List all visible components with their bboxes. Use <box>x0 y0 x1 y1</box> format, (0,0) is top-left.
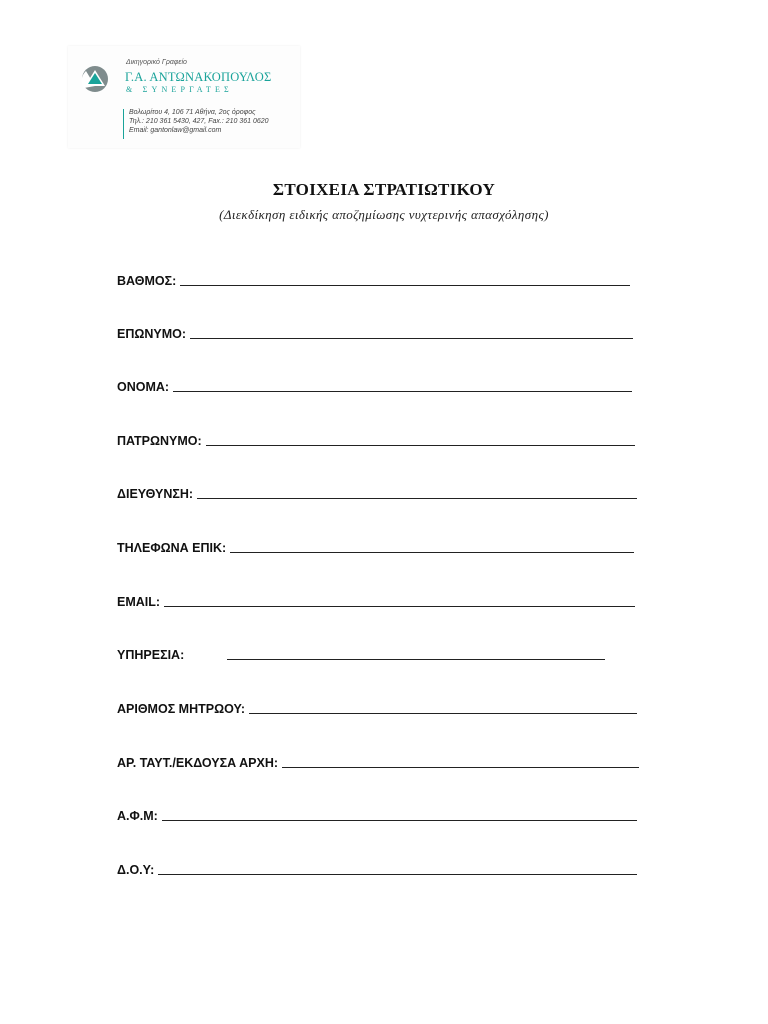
page-subtitle: (Διεκδίκηση ειδικής αποζημίωσης νυχτερινής απασχόλησης) <box>219 207 549 222</box>
letterhead-firm-name: Γ.Α. ΑΝΤΩΝΑΚΟΠΟΥΛΟΣ <box>125 70 272 84</box>
field-email <box>117 589 635 609</box>
field-blank-line[interactable] <box>197 484 637 499</box>
page-title: ΣΤΟΙΧΕΙΑ ΣΤΡΑΤΙΩΤΙΚΟΥ <box>272 180 496 199</box>
field-id-authority <box>117 750 639 770</box>
field-tax-office <box>117 857 637 877</box>
field-address <box>117 481 637 501</box>
field-rank <box>117 268 630 288</box>
field-tax-id <box>117 803 637 823</box>
field-label: ΕΠΩΝΥΜΟ: <box>117 327 187 341</box>
field-first-name <box>117 374 632 394</box>
field-blank-line[interactable] <box>206 431 635 446</box>
field-label: ΠΑΤΡΩΝΥΜΟ: <box>117 434 202 448</box>
field-blank-line[interactable] <box>158 860 637 875</box>
field-label: ΤΗΛΕΦΩΝΑ ΕΠΙΚ: <box>117 541 227 555</box>
field-blank-line[interactable] <box>227 645 605 660</box>
field-registry-number <box>117 696 637 716</box>
field-label: ΑΡ. ΤΑΥΤ./ΕΚΔΟΥΣΑ ΑΡΧΗ: <box>117 756 279 770</box>
field-blank-line[interactable] <box>164 592 635 607</box>
field-father-name <box>117 428 635 448</box>
field-blank-line[interactable] <box>190 324 633 339</box>
letterhead-address: Βολωρίτου 4, 106 71 Αθήνα, 2ος όροφος <box>129 109 256 116</box>
field-label: EMAIL: <box>117 595 161 609</box>
letterhead-phone: Τηλ.: 210 361 5430, 427, Fax.: 210 361 0620 <box>129 118 269 125</box>
letterhead-divider <box>123 109 124 139</box>
field-blank-line[interactable] <box>173 377 632 392</box>
letterhead-contact <box>129 108 269 135</box>
field-blank-line[interactable] <box>249 699 637 714</box>
field-surname <box>117 321 633 341</box>
field-label: Δ.Ο.Υ: <box>117 863 155 877</box>
field-label: ΑΡΙΘΜΟΣ ΜΗΤΡΩΟΥ: <box>117 702 246 716</box>
field-label: ΥΠΗΡΕΣΙΑ: <box>117 648 185 662</box>
field-blank-line[interactable] <box>180 271 630 286</box>
triangle-logo-icon <box>80 64 110 94</box>
field-label: ΒΑΘΜΟΣ: <box>117 274 177 288</box>
letterhead-partners: & ΣΥΝΕΡΓΑΤΕΣ <box>126 85 233 94</box>
field-blank-line[interactable] <box>162 806 637 821</box>
field-label: ΟΝΟΜΑ: <box>117 380 170 394</box>
field-phones <box>117 535 634 555</box>
letterhead-office-label: Δικηγορικό Γραφείο <box>126 59 187 66</box>
field-label: ΔΙΕΥΘΥΝΣΗ: <box>117 487 194 501</box>
field-label: Α.Φ.Μ: <box>117 809 158 823</box>
letterhead-email: Email: gantonlaw@gmail.com <box>129 127 222 134</box>
letterhead <box>68 46 300 148</box>
field-service <box>117 642 605 662</box>
field-blank-line[interactable] <box>282 753 639 768</box>
field-blank-line[interactable] <box>230 538 634 553</box>
